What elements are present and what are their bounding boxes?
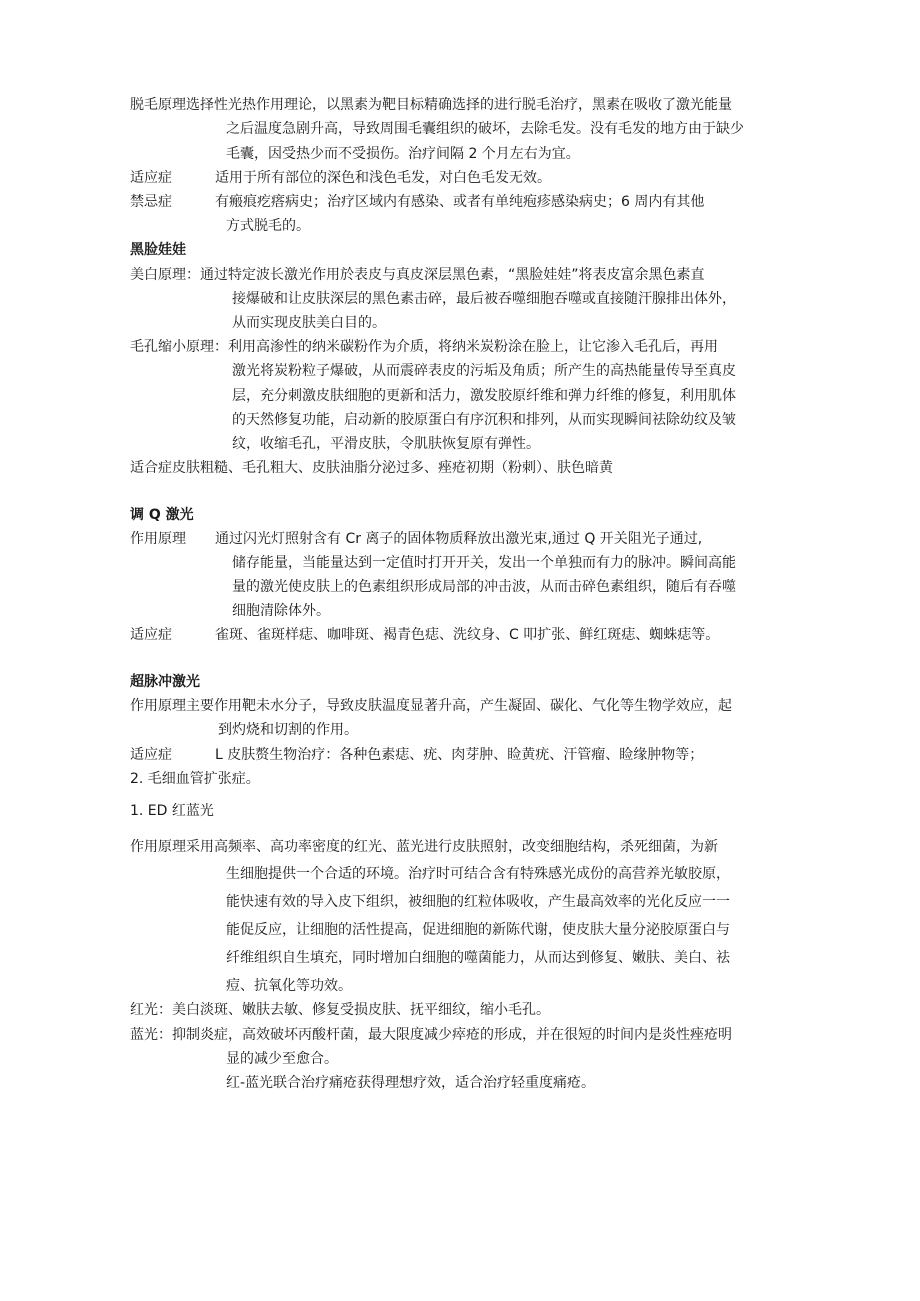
led-blue-light-line-2: 显的减少至愈合。	[226, 1051, 338, 1067]
q-switch-principle-line-3: 量的激光使皮肤上的色素组织形成局部的冲击波，从而击碎色素组织，随后有吞噬	[232, 579, 736, 595]
black-doll-indication: 适合症皮肤粗糙、毛孔粗大、皮肤油脂分泌过多、痤疮初期（粉刺）、肤色暗黄	[130, 460, 613, 476]
ultra-pulse-principle-line-1: 作用原理主要作用靶未水分子，导致皮肤温度显著升高，产生凝固、碳化、气化等生物学效应，起	[130, 698, 732, 714]
black-doll-pore-line-4: 的天然修复功能，启动新的胶原蛋白有序沉积和排列，从而实现瞬间祛除幼纹及皱	[232, 412, 736, 428]
black-doll-pore-line-1: 毛孔缩小原理：利用高渗性的纳米碳粉作为介质，将纳米炭粉涂在脸上，让它渗入毛孔后，再用	[130, 339, 718, 355]
q-switch-principle-line-4: 细胞清除体外。	[232, 603, 330, 619]
black-doll-pore-line-3: 层，充分刺激皮肤细胞的更新和活力，激发胶原纤维和弹力纤维的修复，利用肌体	[232, 388, 736, 404]
hair-removal-principle-line-1: 脱毛原理选择性光热作用理论，以黑素为靶目标精确选择的进行脱毛治疗，黑素在吸收了激光能量	[130, 97, 732, 113]
led-heading: 1. ED 红蓝光	[130, 803, 214, 819]
q-switch-indication-label: 适应症	[130, 627, 172, 643]
black-doll-heading: 黑脸娃娃	[130, 242, 186, 258]
q-switch-indication-text: 雀斑、雀斑样痣、咖啡斑、褐青色痣、洗纹身、C 叩扩张、鲜红斑痣、蜘蛛痣等。	[215, 627, 720, 643]
black-doll-pore-line-5: 纹，收缩毛孔，平滑皮肤，令肌肤恢复原有弹性。	[232, 436, 540, 452]
black-doll-whitening-line-1: 美白原理：通过特定波长激光作用於表皮与真皮深层黑色素，“黑脸娃娃”将表皮富余黑色素直	[130, 267, 705, 283]
hair-removal-principle-line-3: 毛囊，因受热少而不受损伤。治疗间隔 2 个月左右为宜。	[226, 146, 580, 162]
led-principle-line-6: 痘、抗氧化等功效。	[226, 978, 352, 994]
hair-removal-indication-text: 适用于所有部位的深色和浅色毛发，对白色毛发无效。	[215, 170, 551, 186]
hair-removal-indication-label: 适应症	[130, 170, 172, 186]
led-red-light: 红光：美白淡斑、嫩肤去敏、修复受损皮肤、抚平细纹，缩小毛孔。	[130, 1002, 550, 1018]
q-switch-principle-line-2: 储存能量，当能量达到一定值时打开开关，发出一个单独而有力的脉冲。瞬间高能	[232, 555, 736, 571]
q-switch-principle-line-1: 通过闪光灯照射含有 Cr 离子的固体物质释放出激光束,通过 Q 开关阻光子通过,	[215, 531, 703, 547]
ultra-pulse-heading: 超脉冲激光	[130, 674, 200, 690]
led-principle-line-2: 生细胞提供一个合适的环境。治疗时可结合含有特殊感光成份的高营养光敏胶原，	[226, 866, 730, 882]
led-blue-light-line-1: 蓝光：抑制炎症，高效破坏丙酸杆菌，最大限度减少瘁疮的形成，并在很短的时间内是炎性痤疮明	[130, 1027, 732, 1043]
ultra-pulse-item-2: 2. 毛细血管扩张症。	[130, 771, 260, 787]
led-principle-line-5: 纤维组织自生填充，同时增加白细胞的噬菌能力，从而达到修复、嫩肤、美白、祛	[226, 950, 730, 966]
black-doll-whitening-line-2: 接爆破和让皮肤深层的黑色素击碎，最后被吞噬细胞吞噬或直接随汗腺排出体外，	[232, 291, 736, 307]
hair-removal-principle-line-2: 之后温度急剧升高，导致周围毛囊组织的破坏，去除毛发。没有毛发的地方由于缺少	[226, 121, 744, 137]
hair-removal-contra-line-2: 方式脱毛的。	[226, 218, 310, 234]
led-principle-line-3: 能快速有效的导入皮下组织，被细胞的红粒体吸收，产生最高效率的光化反应一一	[226, 894, 730, 910]
hair-removal-contra-label: 禁忌症	[130, 194, 172, 210]
hair-removal-contra-line-1: 有瘢痕疙瘩病史；治疗区域内有感染、或者有单纯疱疹感染病史；6 周内有其他	[215, 194, 705, 210]
q-switch-heading: 调 Q 激光	[130, 507, 194, 523]
ultra-pulse-principle-line-2: 到灼烧和切割的作用。	[218, 722, 358, 738]
black-doll-whitening-line-3: 从而实现皮肤美白目的。	[232, 315, 386, 331]
led-combined-therapy: 红-蓝光联合治疗痛疮获得理想疗效，适合治疗轻重度痛疮。	[226, 1075, 596, 1091]
q-switch-principle-label: 作用原理	[130, 531, 186, 547]
ultra-pulse-indication-label: 适应症	[130, 747, 172, 763]
led-principle-line-4: 能促反应，让细胞的活性提高，促进细胞的新陈代谢，使皮肤大量分泌胶原蛋白与	[226, 922, 730, 938]
black-doll-pore-line-2: 激光将炭粉粒子爆破，从而震碎表皮的污垢及角质；所产生的高热能量传导至真皮	[232, 363, 736, 379]
led-principle-line-1: 作用原理采用高频率、高功率密度的红光、蓝光进行皮肤照射，改变细胞结构，杀死细菌，为新	[130, 839, 718, 855]
ultra-pulse-indication-text: L 皮肤赘生物治疗：各种色素痣、疣、肉芽肿、睑黄疣、汗管瘤、睑缘肿物等；	[215, 747, 704, 763]
